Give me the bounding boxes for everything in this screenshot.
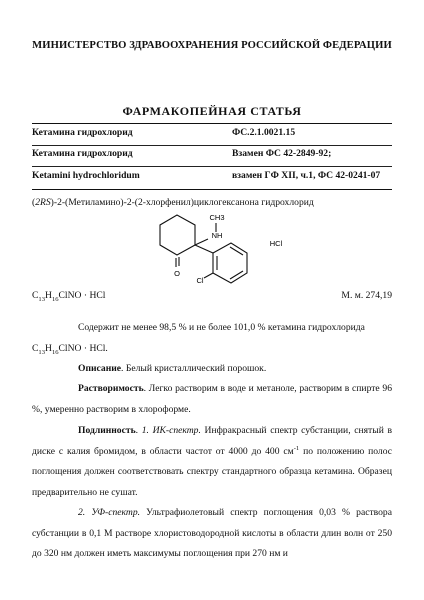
article-code: ФС.2.1.0021.15 <box>232 127 296 138</box>
divider-1 <box>32 145 392 146</box>
description-paragraph <box>32 359 392 380</box>
article-name-ru: Кетамина гидрохлорид <box>32 127 133 138</box>
benzene-double-2 <box>230 271 243 279</box>
content-line-1: Содержит не менее 98,5 % и не более 101,0 % кетамина гидрохлорида <box>78 322 365 333</box>
oxygen-label: O <box>174 269 180 278</box>
benzene-ring <box>213 243 247 283</box>
description-text: . Белый кристаллический порошок. <box>121 363 267 374</box>
replaces-fs: Взамен ФС 42-2849-92; <box>232 148 332 159</box>
title-row-1 <box>32 127 392 145</box>
solubility-label: Растворимость <box>78 383 144 394</box>
identity-ir-paragraph: Подлинность. 1. ИК-спектр. Инфракрасный спектр субстанции, снятый в диске с калия бромидом, в области частот от 4000 до 400 $см^{-1}$ по положению полос поглощения должен соответствовать спектру стандартного образца кетамина. Образец предварительно не сушат. <box>32 425 393 498</box>
chemical-name: (2RS)-2-(Метиламино)-2-(2-хлорфенил)циклогексанона гидрохлорид <box>32 197 314 208</box>
chlorine-bond <box>204 273 213 278</box>
uv-label: УФ-спектр. <box>91 507 141 518</box>
content-line-2: $C_{13}H_{16}ClNO$ · HCl. <box>32 343 108 356</box>
title-row-3 <box>32 170 392 188</box>
cyclohexanone-ring <box>160 215 195 255</box>
divider-2 <box>32 166 392 167</box>
ir-label: ИК-спектр. <box>152 425 201 436</box>
molecular-formula: $C_{13}H_{16}ClNO$ · HCl <box>32 290 106 303</box>
methyl-label: CH3 <box>209 213 225 222</box>
phenyl-bond <box>195 245 213 253</box>
ministry-heading: МИНИСТЕРСТВО ЗДРАВООХРАНЕНИЯ РОССИЙСКОЙ ФЕДЕРАЦИИ <box>32 40 392 51</box>
title-row-2 <box>32 148 392 166</box>
nh-label: NH <box>211 231 223 240</box>
article-name-ru-2: Кетамина гидрохлорид <box>32 148 133 159</box>
solubility-text: . Легко растворим в воде и метаноле, растворим в спирте 96 %, умеренно растворим в хлороформе. <box>32 383 392 415</box>
document-type-heading: ФАРМАКОПЕЙНАЯ СТАТЬЯ <box>122 104 302 118</box>
solubility-paragraph <box>32 379 392 420</box>
article-name-latin: Ketamini hydrochloridum <box>32 170 140 181</box>
identity-uv-paragraph: 2. УФ-спектр. Ультрафиолетовый спектр поглощения 0,03 % раствора субстанции в 0,1 М растворе хлористоводородной кислоты в области длин волн от 250 до 320 нм должен иметь максимумы поглощения при 270 нм и <box>32 507 392 559</box>
salt-label: HCl <box>269 239 283 248</box>
benzene-double-1 <box>230 247 243 255</box>
molecular-mass: М. м. 274,19 <box>341 290 392 301</box>
chlorine-label: Cl <box>196 276 204 284</box>
description-label: Описание <box>78 363 122 374</box>
chemical-name-rest: -2-(Метиламино)-2-(2-хлорфенил)циклогексанона гидрохлорид <box>53 197 314 208</box>
divider-top <box>32 123 392 124</box>
divider-bottom <box>32 189 392 190</box>
structural-formula <box>150 212 290 284</box>
replaces-gf: взамен ГФ XII, ч.1, ФС 42-0241-07 <box>232 170 381 181</box>
chemical-name-stereo: 2RS <box>35 197 51 208</box>
nh-bond <box>195 239 208 245</box>
identity-label: Подлинность <box>78 425 136 436</box>
